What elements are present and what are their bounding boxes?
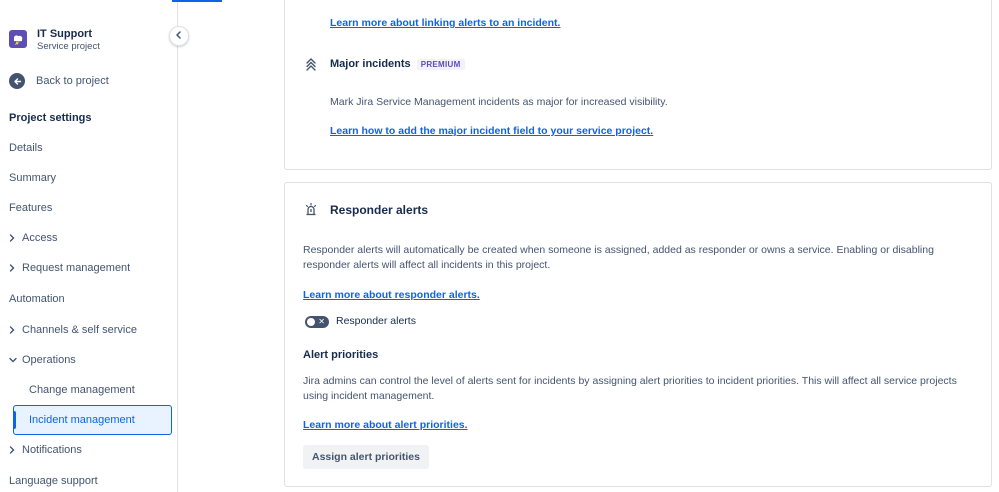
chevron-left-icon: [175, 30, 183, 42]
responder-alerts-toggle[interactable]: [305, 316, 329, 328]
sidebar-item-automation[interactable]: [9, 293, 65, 305]
close-icon: ✕: [318, 316, 325, 326]
arrow-left-icon: [9, 73, 25, 89]
sidebar-item-channels-self-service[interactable]: [9, 324, 137, 336]
sidebar-item-summary[interactable]: [9, 172, 56, 184]
alert-priorities-description-line2: using incident management.: [303, 390, 435, 402]
sidebar-item-label: Operations: [22, 354, 76, 366]
top-accent-bar: [172, 0, 222, 2]
chevron-right-icon: [9, 234, 17, 242]
sidebar-item-label-selected: Incident management: [29, 414, 135, 426]
responder-alerts-description-line1: Responder alerts will automatically be created when someone is assigned, added as responder or owns a service. Enabling or disabling: [303, 244, 934, 256]
major-incidents-header: [330, 58, 465, 70]
chevron-right-icon: [9, 446, 17, 454]
sidebar-item-details[interactable]: [9, 142, 43, 154]
sidebar-item-notifications[interactable]: [9, 444, 82, 456]
sidebar-item-label: Change management: [29, 384, 135, 396]
sidebar-item-label: Features: [9, 202, 53, 214]
sidebar-item-label: Channels & self service: [22, 324, 137, 336]
alert-priorities-link[interactable]: Learn more about alert priorities.: [303, 419, 468, 431]
sidebar-item-label: Access: [22, 232, 58, 244]
back-to-project-link[interactable]: [9, 73, 109, 89]
chevron-right-icon: [9, 326, 17, 334]
sidebar-item-request-management[interactable]: [9, 262, 130, 274]
sidebar-item-label: Language support: [9, 475, 98, 487]
sidebar-item-label: Request management: [22, 262, 131, 274]
major-incident-icon: [305, 57, 317, 74]
major-incidents-description: Mark Jira Service Management incidents as major for increased visibility.: [330, 96, 668, 108]
alert-priorities-title: Alert priorities: [303, 349, 379, 361]
responder-alerts-toggle-row: [305, 314, 416, 329]
chevron-down-icon: [9, 357, 17, 363]
sidebar-item-label: Automation: [9, 293, 65, 305]
back-label: Back to project: [36, 75, 109, 87]
project-type: Service project: [37, 41, 100, 52]
sidebar-item-language-support[interactable]: [9, 475, 98, 487]
alarm-light-icon: [304, 202, 318, 219]
responder-alerts-link[interactable]: Learn more about responder alerts.: [303, 289, 480, 301]
assign-alert-priorities-button[interactable]: Assign alert priorities: [303, 445, 429, 469]
project-avatar-icon: [9, 30, 27, 48]
premium-badge: PREMIUM: [417, 59, 465, 70]
project-name: IT Support: [37, 28, 92, 40]
toggle-knob: [307, 318, 315, 326]
sidebar-item-label: Notifications: [22, 444, 82, 456]
sidebar-item-label: Details: [9, 142, 43, 154]
major-incidents-title: Major incidents: [330, 58, 411, 70]
sidebar-item-change-management[interactable]: [29, 384, 135, 396]
sidebar-item-features[interactable]: [9, 202, 52, 214]
alert-priorities-description-line1: Jira admins can control the level of alerts sent for incidents by assigning alert priorities to incident priorities. This will affect all service projects: [303, 375, 957, 387]
sidebar-item-access[interactable]: [9, 232, 57, 244]
project-settings-heading: Project settings: [9, 112, 92, 124]
selected-indicator: [13, 411, 16, 429]
toggle-label: Responder alerts: [336, 315, 416, 327]
chevron-right-icon: [9, 264, 17, 272]
responder-alerts-title: Responder alerts: [330, 203, 429, 217]
collapse-sidebar-button[interactable]: [169, 26, 189, 46]
linking-alerts-link[interactable]: Learn more about linking alerts to an incident.: [330, 17, 561, 29]
sidebar-item-operations[interactable]: [9, 354, 76, 366]
project-header[interactable]: [9, 28, 100, 53]
sidebar-item-label: Summary: [9, 172, 57, 184]
responder-alerts-description-line2: responder alerts will affect all incidents in this project.: [303, 259, 551, 271]
major-incident-field-link[interactable]: Learn how to add the major incident field to your service project.: [330, 125, 654, 137]
responder-alerts-card: [284, 182, 992, 487]
